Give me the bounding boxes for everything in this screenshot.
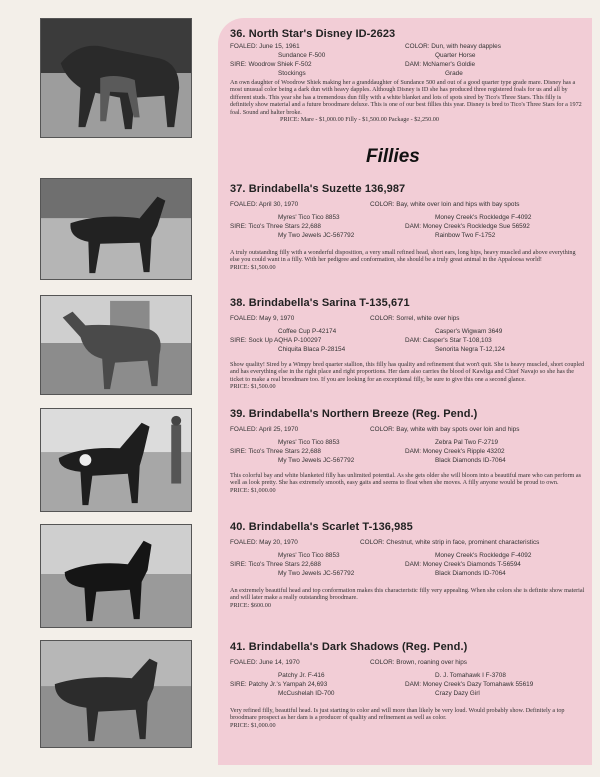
sire-dam-text: My Two Jewels JC-567792: [278, 570, 355, 577]
entry-price: PRICE: $1,500.00: [230, 383, 276, 391]
section-heading: Fillies: [366, 146, 420, 167]
sire-text: SIRE: Sock Up AQHA P-100297: [230, 337, 322, 344]
dam-dam-text: Crazy Dazy Girl: [435, 690, 480, 697]
dam-dam-text: Rainbow Two F-1752: [435, 232, 496, 239]
entry-description: An extremely beautiful head and top conformation makes this characteristic filly very appealing. When she colors she is definite show material and will later make a really outstanding broodmare.: [230, 587, 585, 602]
color-text: COLOR: Bay, white with bay spots over loin and hips: [370, 426, 520, 433]
dam-dam-text: Black Diamonds ID-7064: [435, 570, 506, 577]
entry-title: 37. Brindabella's Suzette 136,987: [230, 183, 406, 195]
sire-dam-text: Stockings: [278, 70, 306, 77]
dam-sire-text: Money Creek's Rockledge F-4092: [435, 552, 532, 559]
entry-price: PRICE: $1,000.00: [230, 721, 276, 729]
color-text: COLOR: Dun, with heavy dapples: [405, 43, 501, 50]
foaled-text: FOALED: June 14, 1970: [230, 659, 300, 666]
dam-sire-text: Casper's Wigwam 3649: [435, 328, 503, 335]
entry-title: 38. Brindabella's Sarina T-135,671: [230, 297, 410, 309]
sire-sire-text: Sundance F-500: [278, 52, 326, 59]
color-text: COLOR: Sorrel, white over hips: [370, 315, 460, 322]
foaled-text: FOALED: June 15, 1961: [230, 43, 300, 50]
dam-sire-text: Quarter Horse: [435, 52, 476, 59]
sire-text: SIRE: Woodrow Shiek F-502: [230, 61, 312, 68]
entry-title: 36. North Star's Disney ID-2623: [230, 28, 396, 40]
dam-text: DAM: McNamer's Goldie: [405, 61, 476, 68]
horse-photo-41: [40, 640, 192, 748]
entry-description: Show quality! Sired by a Wimpy bred quarter stallion, this filly has quality and refinement that won't quit. She is heavy muscled, short coupled and has everything else in the right place and right proportions. Her dam also carries the blood of Kawliga and Chief Navajo so she has the ticket to make a real broodmare too. If you are looking for an exceptional filly, be sure to give this one a second glance.: [230, 361, 585, 383]
listing-entry-39: [230, 408, 585, 494]
color-text: COLOR: Brown, roaning over hips: [370, 659, 467, 666]
dam-sire-text: Zebra Pal Two F-2719: [435, 439, 499, 446]
dam-text: DAM: Money Creek's Diamonds T-56594: [405, 561, 521, 568]
listing-entry-41: [230, 641, 585, 729]
listing-entry-37: [230, 183, 585, 271]
entry-title: 39. Brindabella's Northern Breeze (Reg. Pend.): [230, 408, 478, 420]
sire-sire-text: Patchy Jr. F-416: [278, 672, 325, 679]
sire-sire-text: Myres' Tico Tico 8853: [278, 439, 340, 446]
sire-sire-text: Myres' Tico Tico 8853: [278, 214, 340, 221]
listing-entry-36: [230, 28, 585, 123]
color-text: COLOR: Bay, white over loin and hips with bay spots: [370, 201, 520, 208]
foaled-text: FOALED: May 9, 1970: [230, 315, 295, 322]
listing-entry-40: [230, 521, 585, 609]
dam-text: DAM: Money Creek's Ripple 43202: [405, 448, 505, 455]
color-text: COLOR: Chestnut, white strip in face, prominent characteristics: [360, 539, 540, 546]
horse-photo-36: [40, 18, 192, 138]
entry-price: PRICE: Mare - $1,000.00 Filly - $1,500.00 Package - $2,250.00: [280, 116, 439, 124]
dam-sire-text: D. J. Tomahawk I F-3708: [435, 672, 506, 679]
sire-dam-text: McCushelah ID-700: [278, 690, 335, 697]
sire-dam-text: My Two Jewels JC-567792: [278, 232, 355, 239]
dam-dam-text: Senorita Negra T-12,124: [435, 346, 505, 353]
sire-dam-text: My Two Jewels JC-567792: [278, 457, 355, 464]
entry-title: 40. Brindabella's Scarlet T-136,985: [230, 521, 413, 533]
entry-price: PRICE: $1,500.00: [230, 263, 276, 271]
sire-text: SIRE: Tico's Three Stars 22,688: [230, 223, 321, 230]
dam-text: DAM: Casper's Star T-108,103: [405, 337, 492, 344]
dam-text: DAM: Money Creek's Rockledge Sue 56592: [405, 223, 530, 230]
entry-title: 41. Brindabella's Dark Shadows (Reg. Pend.): [230, 641, 468, 653]
foaled-text: FOALED: April 30, 1970: [230, 201, 299, 208]
sire-sire-text: Myres' Tico Tico 8853: [278, 552, 340, 559]
entry-description: A truly outstanding filly with a wonderful disposition, a very small refined head, short ears, long hips, heavy muscled and above everything else you could want in a filly. With her pedigree and conformation, she should be a truly great animal in the Appaloosa world!: [230, 249, 576, 264]
sire-text: SIRE: Tico's Three Stars 22,688: [230, 561, 321, 568]
foaled-text: FOALED: May 20, 1970: [230, 539, 298, 546]
sire-text: SIRE: Tico's Three Stars 22,688: [230, 448, 321, 455]
horse-photo-37: [40, 178, 192, 280]
sire-dam-text: Chiquita Blaca P-28154: [278, 346, 346, 353]
entry-price: PRICE: $600.00: [230, 601, 271, 609]
horse-photo-40: [40, 524, 192, 628]
sire-sire-text: Coffee Cup P-42174: [278, 328, 337, 335]
horse-photo-38: [40, 295, 192, 395]
dam-sire-text: Money Creek's Rockledge F-4092: [435, 214, 532, 221]
sire-text: SIRE: Patchy Jr.'s Yampah 24,693: [230, 681, 328, 688]
entry-description: This colorful bay and white blanketed filly has unlimited potential. As she gets older she will bloom into a beautiful mare who can perform as well as look pretty. She has extremely smooth, easy gaits and seems to float when she moves. A filly anyone would be proud to own.: [230, 472, 582, 487]
dam-text: DAM: Money Creek's Dazy Tomahawk 55619: [405, 681, 534, 688]
horse-photo-39: [40, 408, 192, 512]
dam-dam-text: Black Diamonds ID-7064: [435, 457, 506, 464]
dam-dam-text: Grade: [445, 70, 463, 77]
entry-price: PRICE: $1,000.00: [230, 486, 276, 494]
foaled-text: FOALED: April 25, 1970: [230, 426, 299, 433]
entry-description: An own daughter of Woodrow Shiek making her a granddaughter of Sundance 500 and out of a good quarter type grade mare. Disney has a most unusual color being a dark dun with heavy dapples. Although Disney is ID she has produced three registered foals for us and all by different studs. This year she has a tremendous dun filly with a white blanket and lots of spots sired by Tico's Three Stars. This filly is definitely show material and a future broodmare deluxe. This is one of our best fillies this year. Disney is bred to Tico's Three Stars for a 1972 foal. Sound and halter broke.: [230, 79, 582, 116]
listing-entry-38: [230, 297, 585, 391]
entry-description: Very refined filly, beautiful head. Is just starting to color and will more than likely be very loud. Would probably show. Definitely a top broodmare prospect as her dam is a producer of quality and refinement as well as color.: [230, 707, 565, 722]
